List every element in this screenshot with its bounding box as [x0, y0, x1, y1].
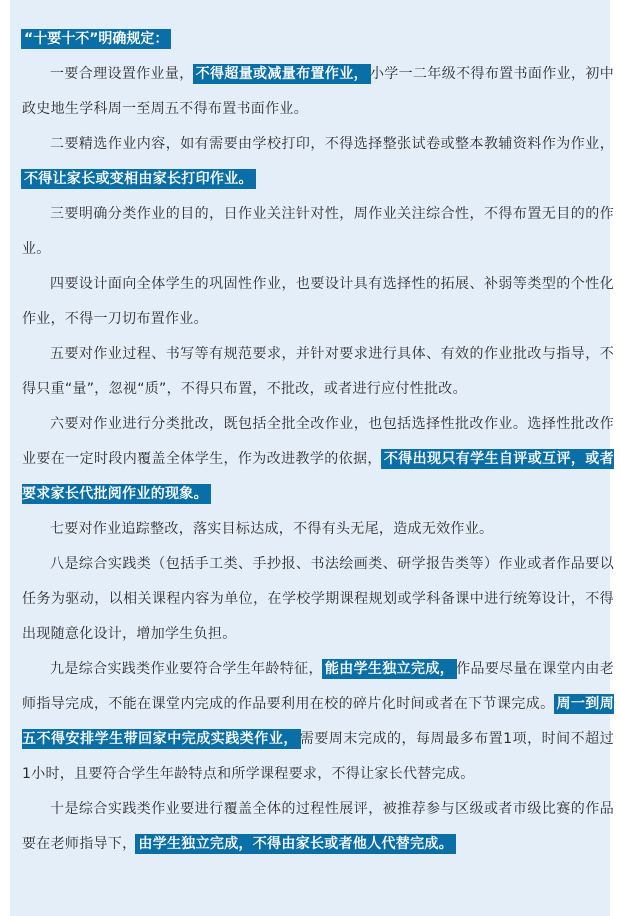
paragraph-text: 三要明确分类作业的目的，日作业关注针对性，周作业关注综合性，不得布置无目的的作业。 — [22, 206, 614, 257]
paragraph-text: 作品要尽量在课堂内由老师指导完成，不能在课堂内完成的作品要利用在校的碎片化时间或者在下节课完成。 — [22, 661, 614, 712]
article-content — [22, 22, 614, 862]
section-title-line — [22, 22, 614, 57]
paragraph-text: 需要周末完成的，每周最多布置1项，时间不超过1小时，且要符合学生年龄特点和所学课程要求，不得让家长代替完成。 — [22, 731, 614, 782]
paragraph-4 — [22, 267, 614, 337]
paragraph-text: 七要对作业追踪整改，落实目标达成，不得有头无尾，造成无效作业。 — [50, 521, 494, 537]
paragraph-text: 二要精选作业内容，如有需要由学校打印，不得选择整张试卷或整本教辅资料作为作业， — [50, 136, 614, 152]
paragraph-5 — [22, 337, 614, 407]
paragraph-text: 九是综合实践类作业要符合学生年龄特征， — [50, 661, 323, 677]
paragraph-9 — [22, 652, 614, 792]
paragraph-2 — [22, 127, 614, 197]
section-title: “十要十不”明确规定： — [24, 31, 169, 47]
highlight: 不得让家长或变相由家长打印作业。 — [24, 171, 253, 187]
paragraph-text: 八是综合实践类（包括手工类、手抄报、书法绘画类、研学报告类等）作业或者作品要以任务为驱动，以相关课程内容为单位，在学校学期课程规划或学科备课中进行统筹设计，不得出现随意化设计，增加学生负担。 — [22, 556, 614, 642]
paragraph-1 — [22, 57, 614, 127]
highlight: 不得超量或减量布置作业， — [195, 66, 368, 82]
highlight: 能由学生独立完成， — [324, 661, 455, 677]
paragraph-text: 一要合理设置作业量， — [50, 66, 194, 82]
highlight: 由学生独立完成，不得由家长或者他人代替完成。 — [138, 836, 454, 852]
paragraph-8 — [22, 547, 614, 652]
paragraph-text: 五要对作业过程、书写等有规范要求，并针对要求进行具体、有效的作业批改与指导，不得只重“量”，忽视“质”，不得只布置，不批改，或者进行应付性批改。 — [22, 346, 614, 397]
paragraph-7 — [22, 512, 614, 547]
article-page — [10, 0, 614, 916]
paragraph-3 — [22, 197, 614, 267]
highlight: 周一到周五不得安排学生带回家中完成实践类作业， — [22, 696, 614, 747]
paragraph-text: 四要设计面向全体学生的巩固性作业，也要设计具有选择性的拓展、补弱等类型的个性化作业，不得一刀切布置作业。 — [22, 276, 614, 327]
paragraph-text: 六要对作业进行分类批改，既包括全批全改作业，也包括选择性批改作业。选择性批改作业要在一定时段内覆盖全体学生，作为改进教学的依据， — [22, 416, 614, 467]
paragraph-6 — [22, 407, 614, 512]
paragraph-text: 十是综合实践类作业要进行覆盖全体的过程性展评，被推荐参与区级或者市级比赛的作品要在老师指导下， — [22, 801, 614, 852]
paragraph-10 — [22, 792, 614, 862]
paragraph-text: 小学一二年级不得布置书面作业，初中政史地生学科周一至周五不得布置书面作业。 — [22, 66, 614, 117]
highlight: 不得出现只有学生自评或互评，或者要求家长代批阅作业的现象。 — [22, 451, 614, 502]
